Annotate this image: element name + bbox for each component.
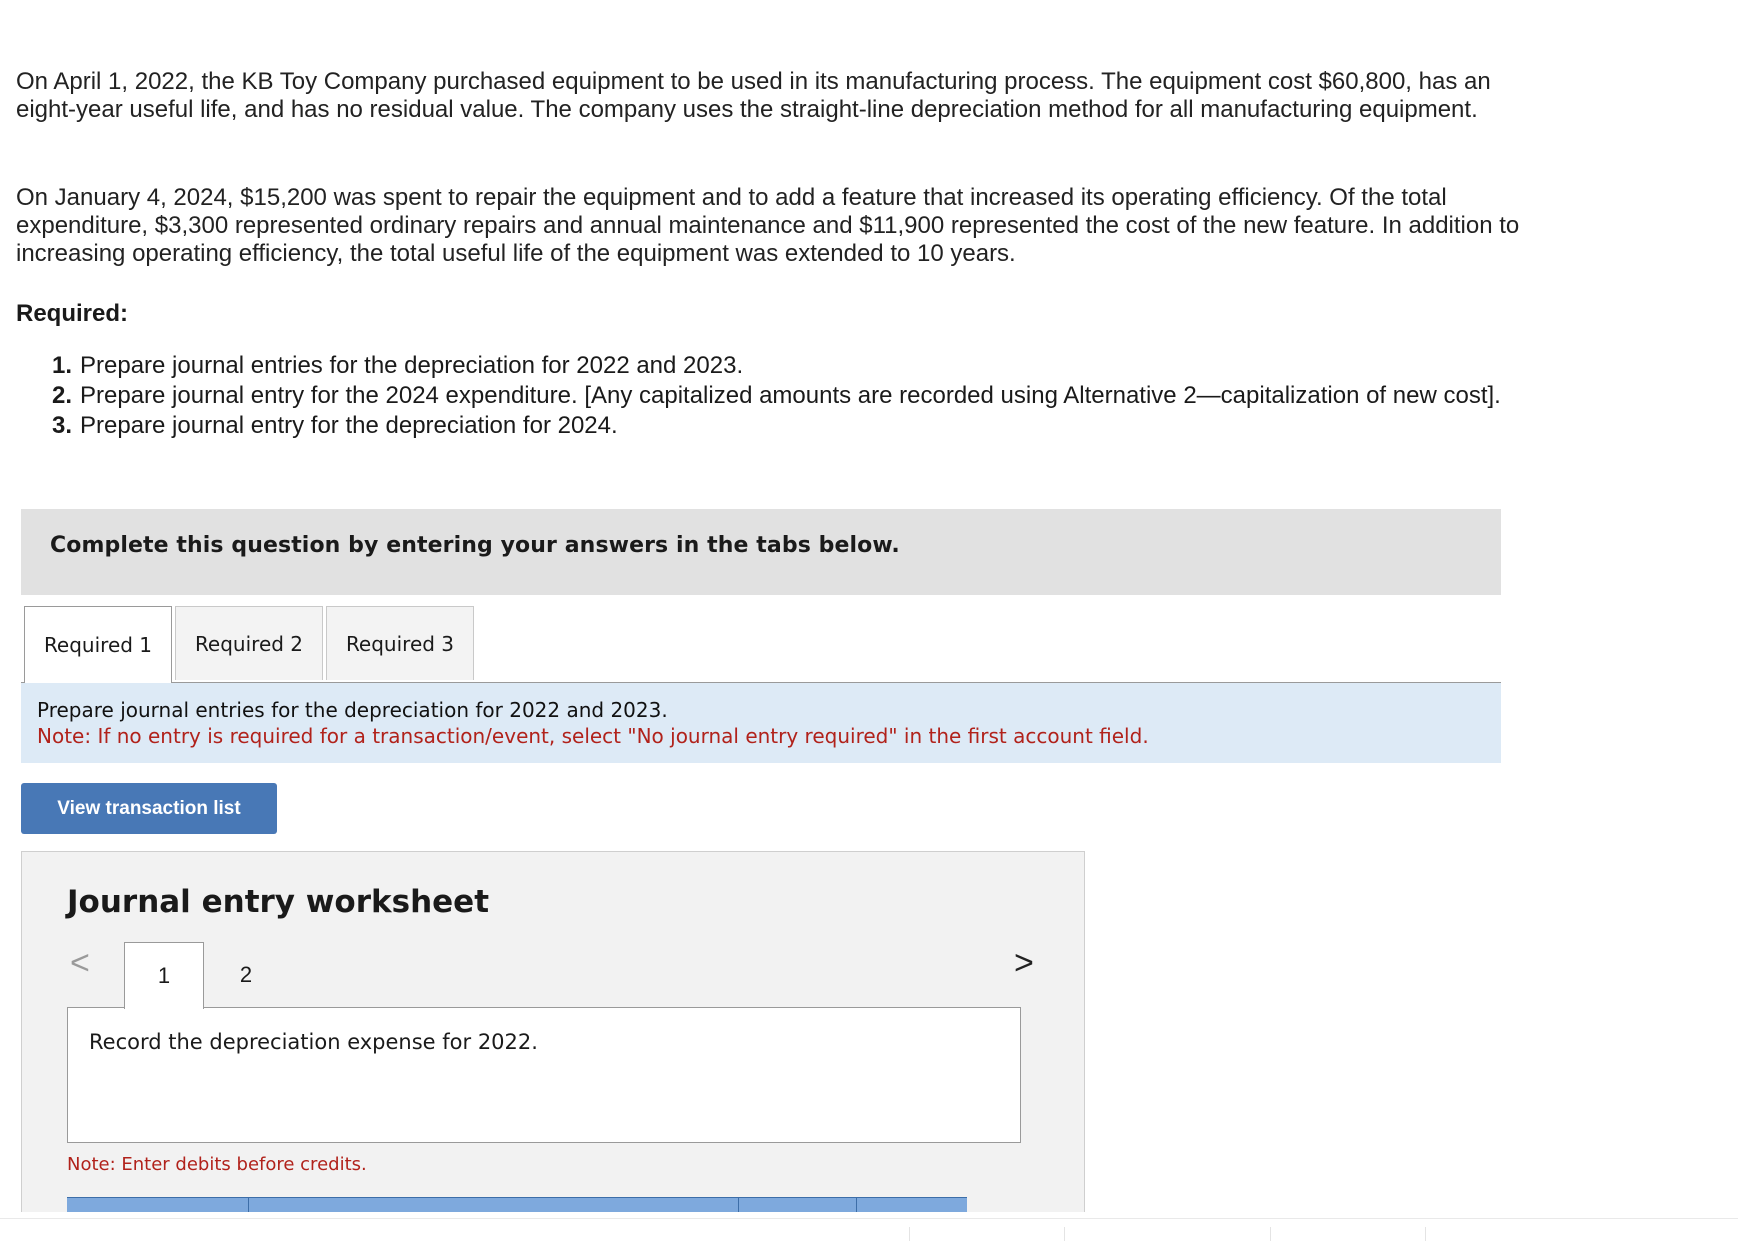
tab-required-3[interactable]: Required 3 [326,606,474,680]
required-heading: Required: [16,300,129,327]
strip-divider [1425,1227,1426,1241]
worksheet-title: Journal entry worksheet [67,884,490,920]
worksheet-page-1[interactable]: 1 [124,942,204,1009]
problem-paragraph-1: On April 1, 2022, the KB Toy Company purchased equipment to be used in its manufacturing process. The equipment cost $60,800, has an eight-year useful life, and has no residual value. The company uses the straight-line depreciation method for all manufacturing equipment. [16,68,1491,123]
instruction-text: Prepare journal entries for the depreciation for 2022 and 2023. [37,698,668,722]
requirement-item [52,352,1532,380]
entry-description-box [67,1007,1021,1143]
journal-entry-worksheet [21,851,1085,1212]
banner-text: Complete this question by entering your answers in the tabs below. [50,533,900,558]
chevron-left-icon[interactable]: < [70,944,90,982]
journal-table-header [67,1197,967,1212]
requirement-number: 1. [52,352,73,379]
tab-instructions [21,683,1501,763]
strip-divider [909,1227,910,1241]
column-divider [738,1198,739,1212]
requirement-text: Prepare journal entry for the 2024 expenditure. [Any capitalized amounts are recorded using Alternative 2—capitalization of new cost]. [80,382,1501,409]
requirement-number: 2. [52,382,73,409]
requirement-text: Prepare journal entry for the depreciation for 2024. [80,412,618,439]
problem-paragraph-2: On January 4, 2024, $15,200 was spent to repair the equipment and to add a feature that increased its operating efficiency. Of the total expenditure, $3,300 represented ordinary repairs and annual maintenance and $11,900 represented the cost of the new feature. In addition to increasing operating efficiency, the total useful life of the equipment was extended to 10 years. [16,184,1520,267]
required-tabs [21,606,1501,683]
requirement-text: Prepare journal entries for the depreciation for 2022 and 2023. [80,352,744,379]
view-transaction-list-button[interactable]: View transaction list [21,783,277,834]
column-divider [248,1198,249,1212]
requirement-item [52,412,1532,440]
strip-divider [1270,1227,1271,1241]
requirements-list [52,352,1532,442]
entry-description: Record the depreciation expense for 2022. [89,1030,538,1054]
column-divider [856,1198,857,1212]
instructions-banner [21,509,1501,595]
tab-required-1[interactable]: Required 1 [24,606,172,683]
instruction-note: Note: If no entry is required for a transaction/event, select "No journal entry required" in the first account field. [37,724,1149,748]
strip-divider [1064,1227,1065,1241]
debit-credit-note: Note: Enter debits before credits. [67,1154,367,1175]
requirement-item [52,382,1532,410]
tab-required-2[interactable]: Required 2 [175,606,323,680]
chevron-right-icon[interactable]: > [1014,944,1034,982]
bottom-strip [0,1218,1738,1241]
requirement-number: 3. [52,412,73,439]
worksheet-page-2[interactable]: 2 [239,962,253,987]
